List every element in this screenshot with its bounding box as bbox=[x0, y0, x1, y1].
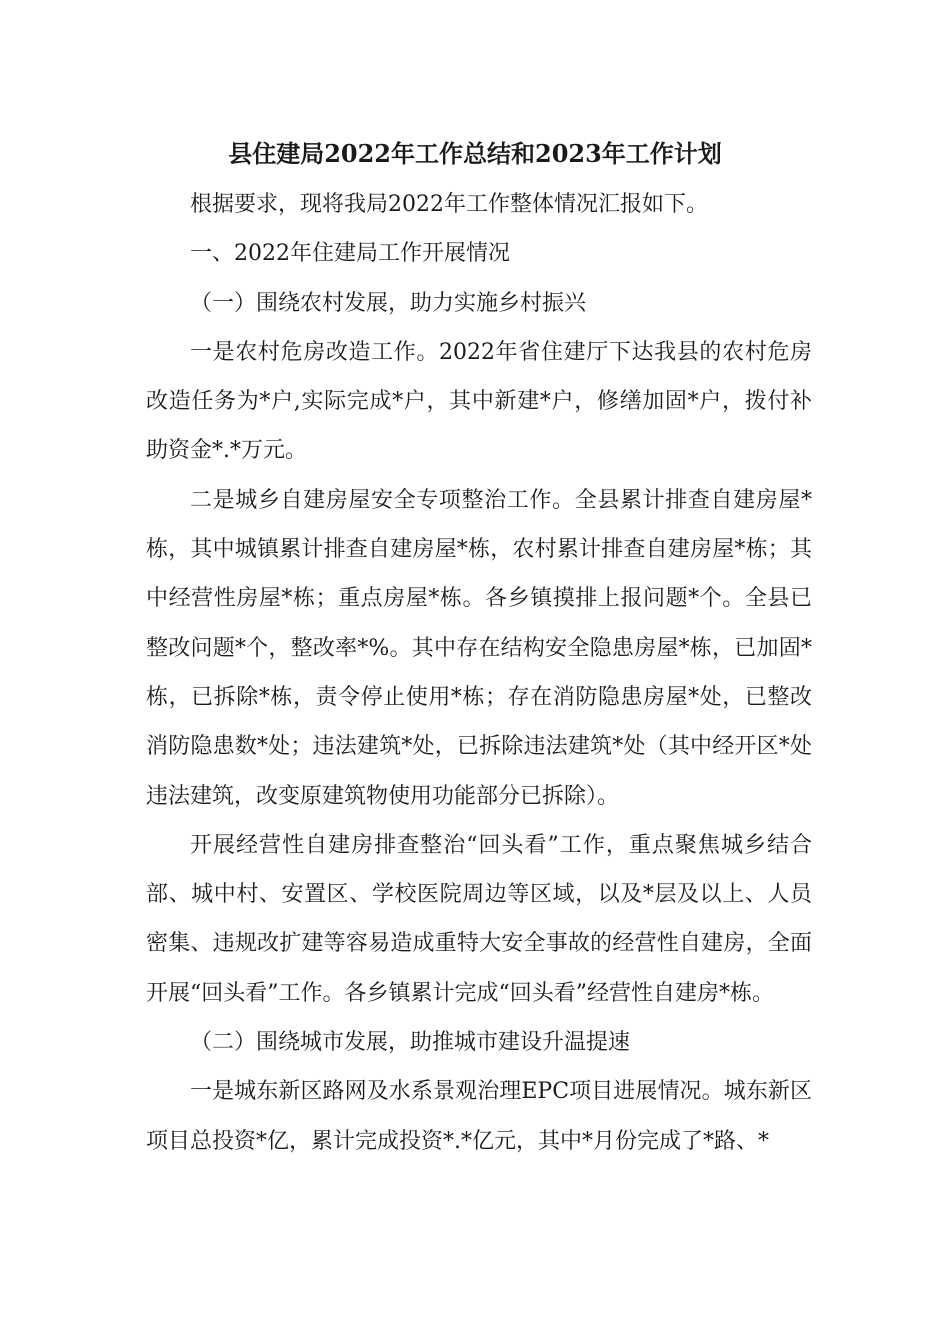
document-body bbox=[146, 180, 812, 1166]
paragraph-rural-housing: 一是农村危房改造工作。2022年省住建厅下达我县的农村危房改造任务为*户,实际完成*户，其中新建*户，修缮加固*户，拨付补助资金*.*万元。 bbox=[146, 339, 812, 464]
subsection-heading-1: （一）围绕农村发展，助力实施乡村振兴 bbox=[190, 290, 587, 316]
document-title: 县住建局2022年工作总结和2023年工作计划 bbox=[228, 139, 722, 168]
paragraph-self-built-housing: 二是城乡自建房屋安全专项整治工作。全县累计排查自建房屋*栋，其中城镇累计排查自建房屋*栋，农村累计排查自建房屋*栋；其中经营性房屋*栋；重点房屋*栋。各乡镇摸排上报问题*个。全县已整改问题*个，整改率*%。其中存在结构安全隐患房屋*栋，已加固*栋，已拆除*栋，责令停止使用*栋；存在消防隐患房屋*处，已整改消防隐患数*处；违法建筑*处，已拆除违法建筑*处（其中经开区*处违法建筑，改变原建筑物使用功能部分已拆除）。 bbox=[146, 487, 812, 809]
subsection-heading-2: （二）围绕城市发展，助推城市建设升温提速 bbox=[190, 1030, 631, 1056]
paragraph-review-campaign: 开展经营性自建房排查整治“回头看”工作，重点聚焦城乡结合部、城中村、安置区、学校医院周边等区域，以及*层及以上、人员密集、违规改扩建等容易造成重特大安全事故的经营性自建房，全面开展“回头看”工作。各乡镇累计完成“回头看”经营性自建房*栋。 bbox=[146, 832, 812, 1006]
section-heading-1: 一、2022年住建局工作开展情况 bbox=[190, 241, 510, 267]
paragraph-intro: 根据要求，现将我局2022年工作整体情况汇报如下。 bbox=[190, 192, 708, 217]
paragraph-east-district: 一是城东新区路网及水系景观治理EPC项目进展情况。城东新区项目总投资*亿，累计完成投资*.*亿元，其中*月份完成了*路、* bbox=[146, 1079, 812, 1154]
